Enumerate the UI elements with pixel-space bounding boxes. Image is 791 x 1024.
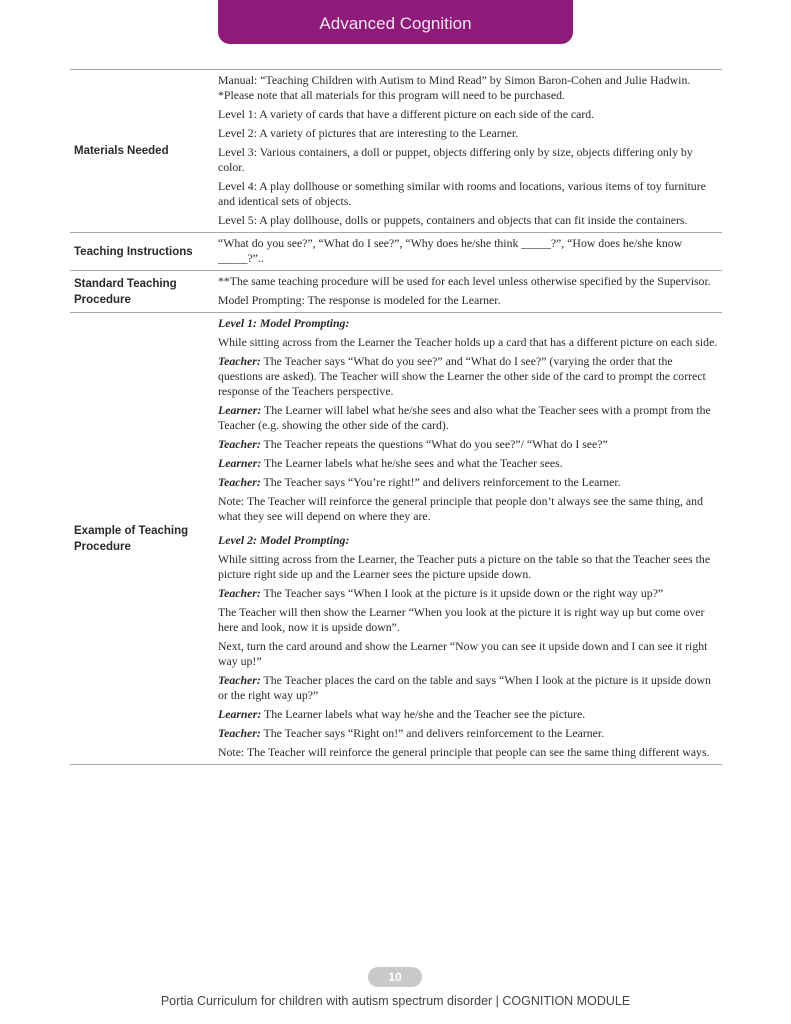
level-1-step [218, 437, 718, 452]
page-header-tab [218, 0, 573, 44]
speaker-label: Teacher: [218, 475, 261, 489]
instructions-text: “What do you see?”, “What do I see?”, “Why does he/she think _____?”, “How does he/she know _____?”.. [218, 236, 683, 265]
page-number-badge [368, 967, 422, 987]
table-row-standard-procedure [70, 271, 722, 313]
row-body-materials [214, 70, 722, 233]
materials-level-1: Level 1: A variety of cards that have a different picture on each side of the card. [218, 107, 595, 121]
level-1-setup: While sitting across from the Learner the Teacher holds up a card that has a different picture on each side. [218, 335, 718, 349]
page-footer: Portia Curriculum for children with autism spectrum disorder | COGNITION MODULE [160, 994, 631, 1008]
table-row-example [70, 313, 722, 765]
table-row-instructions [70, 233, 722, 271]
row-label-example: Example of Teaching Procedure [70, 313, 214, 765]
row-body-instructions [214, 233, 722, 271]
speaker-label: Learner: [218, 456, 262, 470]
step-text: The Teacher says “Right on!” and delivers reinforcement to the Learner. [260, 726, 605, 740]
speaker-label: Teacher: [218, 726, 261, 740]
step-text: The Teacher repeats the questions “What do you see?”/ “What do I see?” [260, 437, 608, 451]
level-2-step-text: Next, turn the card around and show the Learner “Now you can see it upside down and I can see it right way up!” [218, 639, 708, 668]
row-body-standard-procedure [214, 271, 722, 313]
step-text: The Learner labels what he/she sees and what the Teacher sees. [261, 456, 563, 470]
speaker-label: Learner: [218, 403, 262, 417]
page-header-title: Advanced Cognition [319, 14, 472, 33]
level-2-note: Note: The Teacher will reinforce the general principle that people can see the same thing different ways. [218, 745, 710, 759]
level-1-step [218, 403, 718, 433]
standard-note: **The same teaching procedure will be used for each level unless otherwise specified by the Supervisor. [218, 274, 711, 288]
speaker-label: Teacher: [218, 354, 261, 368]
level-1-step [218, 475, 718, 490]
materials-level-5: Level 5: A play dollhouse, dolls or puppets, containers and objects that can fit inside the containers. [218, 213, 688, 227]
procedure-table [70, 69, 722, 765]
level-2-step [218, 726, 718, 741]
table-row-materials [70, 70, 722, 233]
level-1-step [218, 354, 718, 399]
row-label-materials: Materials Needed [70, 70, 214, 233]
row-body-example [214, 313, 722, 765]
level-2-step [218, 586, 718, 601]
standard-model-prompting: Model Prompting: The response is modeled for the Learner. [218, 293, 501, 307]
materials-level-2: Level 2: A variety of pictures that are interesting to the Learner. [218, 126, 519, 140]
speaker-label: Teacher: [218, 586, 261, 600]
level-2-step [218, 707, 718, 722]
level-1-title: Level 1: Model Prompting: [218, 316, 350, 330]
step-text: The Teacher says “You’re right!” and delivers reinforcement to the Learner. [260, 475, 621, 489]
materials-manual: Manual: “Teaching Children with Autism to Mind Read” by Simon Baron-Cohen and Julie Hadwin. *Please note that all materials for this program will need to be purchased. [218, 73, 691, 102]
step-text: The Teacher says “What do you see?” and “What do I see?” (varying the order that the questions are asked). The Teacher will show the Learner the other side of the card to prompt the correct response of the Teachers perspective. [218, 354, 706, 398]
level-2-step-text: The Teacher will then show the Learner “When you look at the picture it is right way up but come over here and look, now it is upside down”. [218, 605, 705, 634]
step-text: The Teacher says “When I look at the picture is it upside down or the right way up?” [260, 586, 664, 600]
level-1-note: Note: The Teacher will reinforce the general principle that people don’t always see the same thing, and what they see will depend on where they are. [218, 494, 703, 523]
step-text: The Learner labels what way he/she and the Teacher see the picture. [261, 707, 586, 721]
step-text: The Learner will label what he/she sees and also what the Teacher sees with a prompt from the Teacher (e.g. showing the other side of the card). [218, 403, 711, 432]
level-2-setup: While sitting across from the Learner, the Teacher puts a picture on the table so that the Teacher sees the picture right side up and the Learner sees the picture upside down. [218, 552, 711, 581]
step-text: The Teacher places the card on the table and says “When I look at the picture is it upside down or the right way up?” [218, 673, 711, 702]
level-2-title: Level 2: Model Prompting: [218, 533, 350, 547]
speaker-label: Teacher: [218, 437, 261, 451]
level-2-step [218, 673, 718, 703]
level-1-step [218, 456, 718, 471]
materials-level-4: Level 4: A play dollhouse or something similar with rooms and locations, various items of toy furniture and identical sets of objects. [218, 179, 706, 208]
speaker-label: Learner: [218, 707, 262, 721]
row-label-instructions: Teaching Instructions [70, 233, 214, 271]
page-number: 10 [388, 970, 402, 984]
speaker-label: Teacher: [218, 673, 261, 687]
row-label-standard-procedure: Standard Teaching Procedure [70, 271, 214, 313]
materials-level-3: Level 3: Various containers, a doll or puppet, objects differing only by size, objects differing only by color. [218, 145, 693, 174]
